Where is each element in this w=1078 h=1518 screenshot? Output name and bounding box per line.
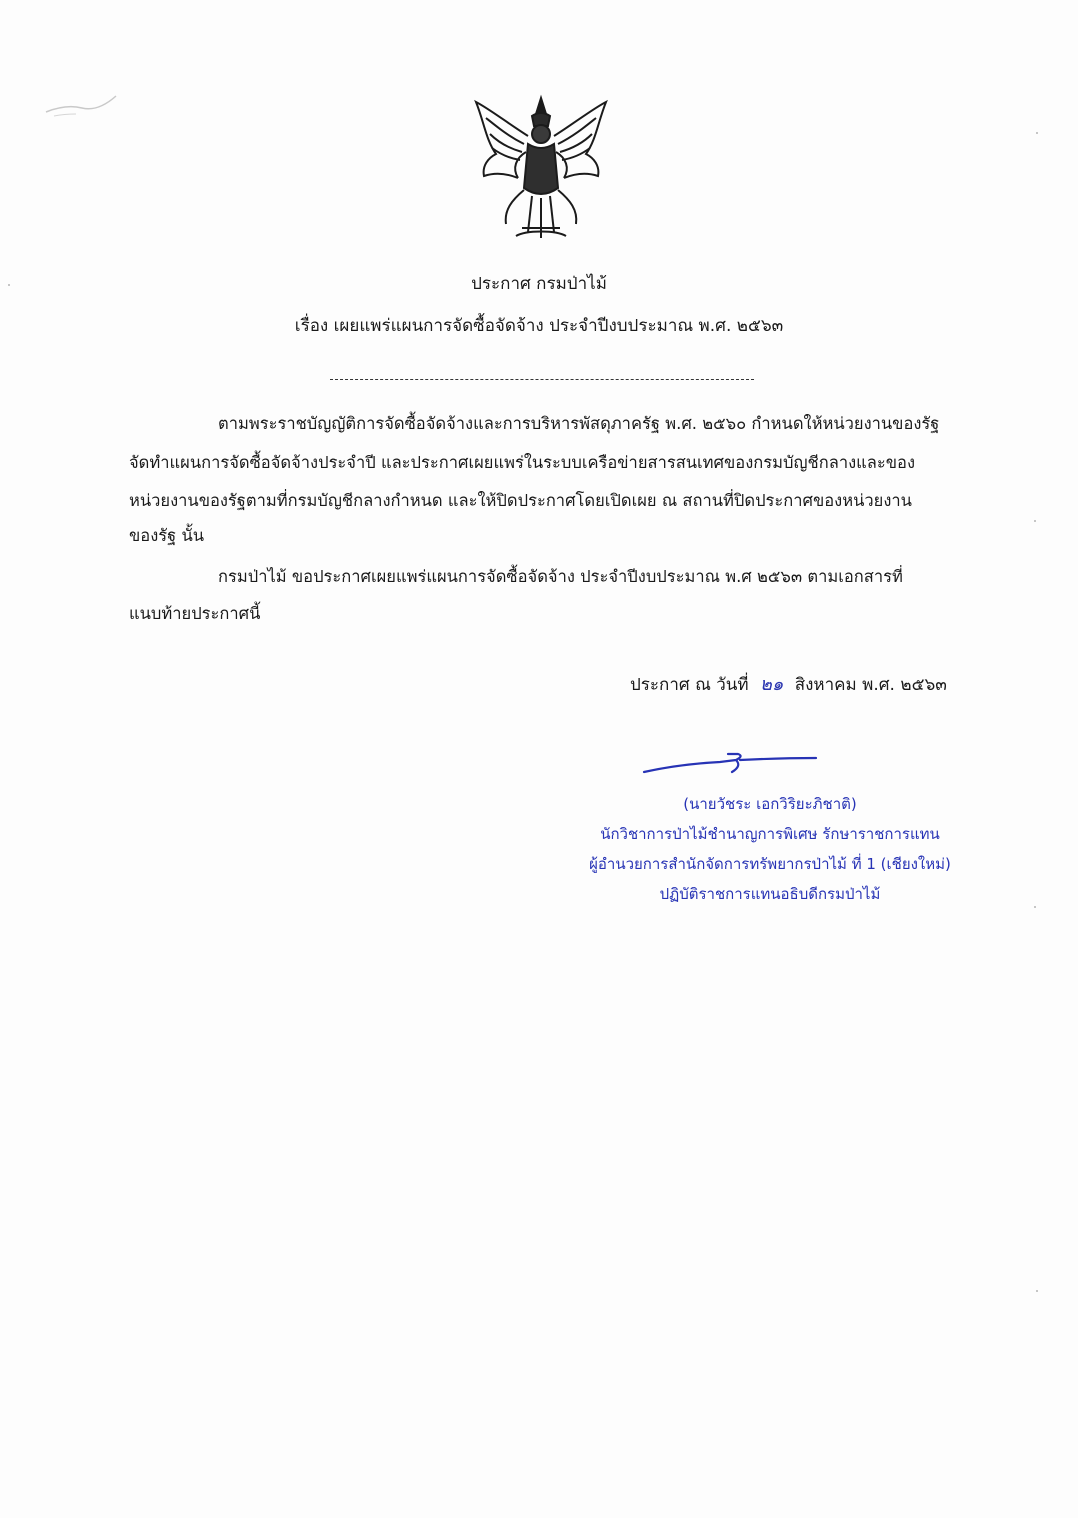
title-divider [330, 379, 754, 380]
scan-smudge [36, 84, 126, 124]
body-line: ของรัฐ นั้น [129, 526, 205, 545]
signatory-position-3: ปฏิบัติราชการแทนอธิบดีกรมป่าไม้ [659, 885, 881, 903]
scan-speck [1034, 906, 1036, 908]
date-suffix: สิงหาคม พ.ศ. ๒๕๖๓ [794, 675, 947, 695]
body-line: หน่วยงานของรัฐตามที่กรมบัญชีกลางกำหนด และให้ปิดประกาศโดยเปิดเผย ณ สถานที่ปิดประกาศของหน่วยงาน [129, 491, 912, 510]
body-line: ตามพระราชบัญญัติการจัดซื้อจัดจ้างและการบริหารพัสดุภาครัฐ พ.ศ. ๒๕๖๐ กำหนดให้หน่วยงานของรัฐ [218, 414, 940, 433]
announcement-date [630, 673, 947, 697]
date-prefix: ประกาศ ณ วันที่ [630, 675, 749, 695]
scan-speck [1034, 520, 1036, 522]
body-line: จัดทำแผนการจัดซื้อจัดจ้างประจำปี และประกาศเผยแพร่ในระบบเครือข่ายสารสนเทศของกรมบัญชีกลางและของ [129, 453, 916, 472]
announcement-subject: เรื่อง เผยแพร่แผนการจัดซื้อจัดจ้าง ประจำปีงบประมาณ พ.ศ. ๒๕๖๓ [294, 316, 784, 336]
scan-speck [1036, 132, 1038, 134]
body-line: กรมป่าไม้ ขอประกาศเผยแพร่แผนการจัดซื้อจัดจ้าง ประจำปีงบประมาณ พ.ศ ๒๕๖๓ ตามเอกสารที่ [218, 567, 903, 586]
announcement-title: ประกาศ กรมป่าไม้ [471, 274, 607, 294]
signatory-name: (นายวัชระ เอกวิริยะภิชาติ) [683, 795, 857, 813]
scan-speck [1036, 1290, 1038, 1292]
signatory-position-2: ผู้อำนวยการสำนักจัดการทรัพยากรป่าไม้ ที่ 1 (เชียงใหม่) [589, 855, 951, 873]
scan-speck [8, 284, 10, 286]
garuda-emblem-icon [466, 92, 616, 244]
signatory-position-1: นักวิชาการป่าไม้ชำนาญการพิเศษ รักษาราชการแทน [600, 825, 940, 843]
body-line: แนบท้ายประกาศนี้ [129, 604, 261, 623]
date-day: ๒๑ [760, 674, 784, 695]
handwritten-signature [640, 744, 820, 784]
